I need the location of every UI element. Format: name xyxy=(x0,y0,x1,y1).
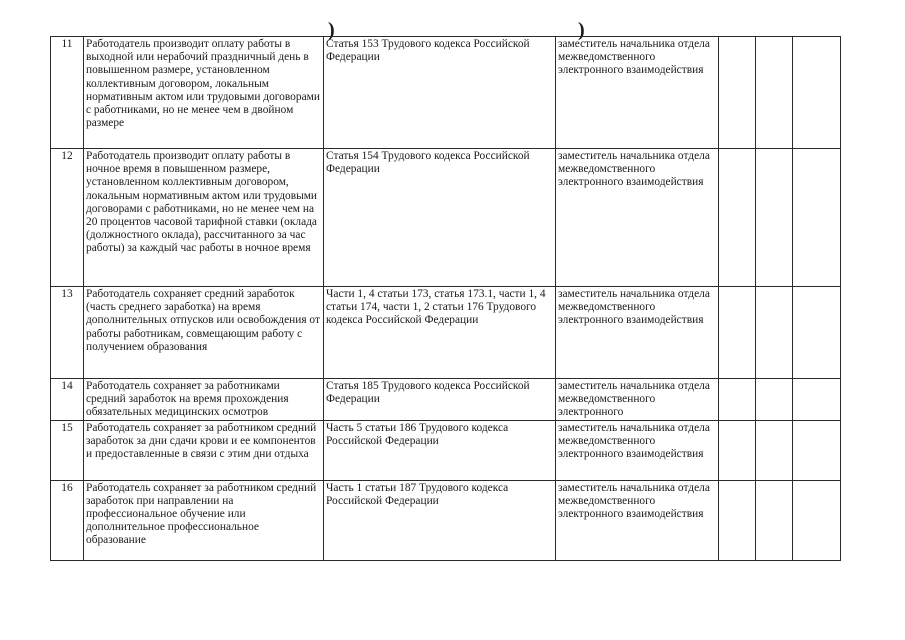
requirement-description: Работодатель сохраняет средний заработок (часть среднего заработка) на время дополнительных отпусков или освобождения от работы работникам, совмещающим работу с получением образования xyxy=(84,287,324,379)
empty-cell xyxy=(793,480,841,560)
responsible-official: заместитель начальника отдела межведомственного электронного взаимодействия xyxy=(556,149,719,287)
empty-cell xyxy=(719,420,756,480)
empty-cell xyxy=(719,37,756,149)
table-row xyxy=(51,37,841,149)
empty-cell xyxy=(793,379,841,421)
table-row xyxy=(51,420,841,480)
legal-reference: Часть 1 статьи 187 Трудового кодекса Российской Федерации xyxy=(324,480,556,560)
table-row xyxy=(51,287,841,379)
empty-cell xyxy=(719,287,756,379)
responsible-official: заместитель начальника отдела межведомственного электронного взаимодействия xyxy=(556,480,719,560)
requirements-table xyxy=(50,36,841,561)
top-mark-left: ) xyxy=(328,19,335,41)
row-number: 12 xyxy=(51,149,84,287)
table-row xyxy=(51,149,841,287)
legal-reference: Часть 5 статьи 186 Трудового кодекса Российской Федерации xyxy=(324,420,556,480)
responsible-official: заместитель начальника отдела межведомственного электронного взаимодействия xyxy=(556,287,719,379)
row-number: 16 xyxy=(51,480,84,560)
empty-cell xyxy=(756,149,793,287)
empty-cell xyxy=(719,379,756,421)
row-number: 15 xyxy=(51,420,84,480)
empty-cell xyxy=(756,420,793,480)
requirement-description: Работодатель сохраняет за работником средний заработок за дни сдачи крови и ее компонентов и предоставленные в связи с этим дни отдыха xyxy=(84,420,324,480)
empty-cell xyxy=(793,420,841,480)
legal-reference: Статья 185 Трудового кодекса Российской Федерации xyxy=(324,379,556,421)
responsible-official: заместитель начальника отдела межведомственного электронного xyxy=(556,379,719,421)
requirement-description: Работодатель производит оплату работы в выходной или нерабочий праздничный день в повышенном размере, установленном коллективным договором, локальным нормативным актом или трудовыми договорами с работниками, но не менее чем в двойном размере xyxy=(84,37,324,149)
table-row xyxy=(51,480,841,560)
requirement-description: Работодатель сохраняет за работником средний заработок при направлении на профессиональное обучение или дополнительное профессиональное образование xyxy=(84,480,324,560)
empty-cell xyxy=(719,149,756,287)
empty-cell xyxy=(756,287,793,379)
legal-reference: Статья 153 Трудового кодекса Российской Федерации xyxy=(324,37,556,149)
legal-reference: Части 1, 4 статьи 173, статья 173.1, части 1, 4 статьи 174, части 1, 2 статьи 176 Трудового кодекса Российской Федерации xyxy=(324,287,556,379)
empty-cell xyxy=(793,37,841,149)
top-mark-right: ) xyxy=(578,19,585,41)
empty-cell xyxy=(793,149,841,287)
empty-cell xyxy=(756,379,793,421)
row-number: 14 xyxy=(51,379,84,421)
requirement-description: Работодатель сохраняет за работниками средний заработок на время прохождения обязательных медицинских осмотров xyxy=(84,379,324,421)
empty-cell xyxy=(756,37,793,149)
table-row xyxy=(51,379,841,421)
legal-reference: Статья 154 Трудового кодекса Российской Федерации xyxy=(324,149,556,287)
empty-cell xyxy=(793,287,841,379)
row-number: 11 xyxy=(51,37,84,149)
responsible-official: заместитель начальника отдела межведомственного электронного взаимодействия xyxy=(556,420,719,480)
row-number: 13 xyxy=(51,287,84,379)
empty-cell xyxy=(756,480,793,560)
responsible-official: заместитель начальника отдела межведомственного электронного взаимодействия xyxy=(556,37,719,149)
requirement-description: Работодатель производит оплату работы в ночное время в повышенном размере, установленном коллективным договором, локальным нормативным актом или трудовыми договорами с работниками, но не менее чем на 20 процентов часовой тарифной ставки (оклада (должностного оклада), рассчитанного за час работы) за каждый час работы в ночное время xyxy=(84,149,324,287)
empty-cell xyxy=(719,480,756,560)
